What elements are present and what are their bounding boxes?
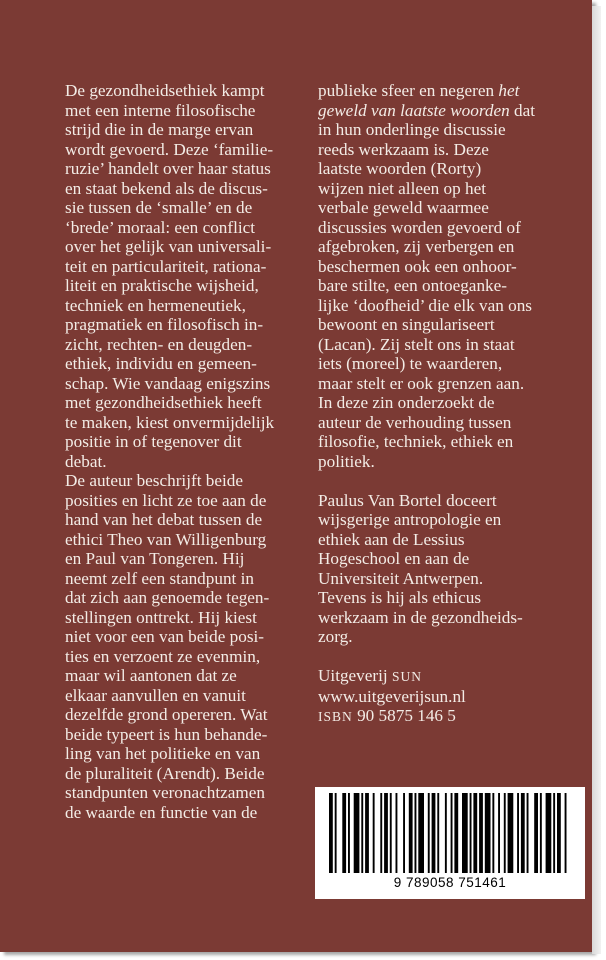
barcode-bar — [565, 793, 567, 873]
barcode — [315, 787, 585, 899]
barcode-bar — [504, 793, 506, 873]
barcode-digits: 9 789058 751461 — [393, 875, 507, 890]
blurb-paragraph-3 — [318, 81, 568, 393]
isbn-label: ISBN — [318, 709, 353, 724]
left-text-column — [65, 81, 305, 822]
page-edge — [592, 6, 601, 954]
blurb-paragraph-4: In deze zin onderzoekt de auteur de verhouding tussen filosofie, techniek, ethiek en politiek. — [318, 393, 514, 471]
barcode-bar — [473, 793, 477, 873]
barcode-bar — [348, 793, 350, 873]
barcode-bar — [546, 793, 552, 873]
barcode-bar — [553, 793, 555, 873]
barcode-bar — [470, 793, 472, 873]
author-bio: Paulus Van Bortel doceert wijsgerige antropologie en ethiek aan de Lessius Hogeschool en aan de Universiteit Antwerpen. Tevens is hij als ethicus werkzaam in de gezondheids- zorg. — [318, 490, 523, 646]
publisher-label: Uitgeverij — [318, 666, 388, 685]
italic-phrase: het geweld van laatste woorden — [318, 81, 520, 120]
barcode-bar — [396, 793, 398, 873]
barcode-bar — [361, 793, 363, 873]
barcode-bar — [508, 793, 514, 873]
barcode-bar — [517, 793, 519, 873]
barcode-bar — [432, 793, 436, 873]
barcode-bar — [437, 793, 439, 873]
publisher-website: www.uitgeverijsun.nl — [318, 686, 466, 706]
barcode-bar — [390, 793, 392, 873]
publisher-name: SUN — [391, 669, 422, 684]
barcode-bar — [498, 793, 500, 873]
barcode-bar — [540, 793, 542, 873]
blurb-text: publieke sfeer en negeren — [318, 81, 499, 100]
barcode-bar — [534, 793, 538, 873]
isbn-number: 90 5875 146 5 — [357, 706, 456, 725]
barcode-bar — [492, 793, 494, 873]
barcode-bar — [479, 793, 483, 873]
barcode-bar — [428, 793, 430, 873]
barcode-bar — [527, 793, 529, 873]
barcode-bar — [354, 793, 360, 873]
barcode-bar — [415, 793, 417, 873]
blurb-paragraph-2: De auteur beschrijft beide posities en licht ze toe aan de hand van het debat tussen de ethici Theo van Willigenburg en Paul van Tongeren. Hij neemt zelf een standpunt in dat zich aan genoemde tegen- stellingen onttrekt. Hij kiest niet voor een van beide posi- ties en verzoent ze evenmin, maar wil aantonen dat ze elkaar aanvullen en vanuit dezelfde grond opereren. Wat beide typeert is hun behande- ling van het politieke en van de pluraliteit (Arendt). Beide standpunten veronachtzamen de waarde en functie van de — [65, 471, 270, 822]
barcode-bar — [557, 793, 561, 873]
barcode-bar — [403, 793, 405, 873]
barcode-bar — [409, 793, 413, 873]
barcode-bar — [485, 793, 491, 873]
barcode-bar — [365, 793, 369, 873]
barcode-bar — [445, 793, 447, 873]
barcode-bar — [418, 793, 424, 873]
blurb-text-continued: dat in hun onderlinge discussie reeds werkzaam is. Deze laatste woorden (Rorty) wijzen niet alleen op het verbale geweld waarmee discussies worden gevoerd of afgebroken, zij verbergen en beschermen ook een onhoor- bare stilte, een ontoeganke- lijke ‘doofheid’ die elk van ons bewoont en singulariseert (Lacan). Zij stelt ons in staat iets (moreel) te waarderen, maar stelt er ook grenzen aan. — [318, 100, 536, 393]
barcode-bar — [521, 793, 525, 873]
blurb-paragraph-1: De gezondheidsethiek kampt met een interne filosofische strijd die in de marge ervan wordt gevoerd. Deze ‘familie- ruzie’ handelt over haar status en staat bekend als de discus- sie tussen de ‘smalle’ en de ‘brede’ moraal: een conflict over het gelijk van universali- teit en particulariteit, rationa- liteit en praktische wijsheid, techniek en hermeneutiek, pragmatiek en filosofisch in- zicht, rechten- en deugden- ethiek, individu en gemeen- schap. Wie vandaag enigszins met gezondheidsethiek heeft te maken, kiest onvermijdelijk positie in of tegenover dit debat. — [65, 81, 275, 471]
barcode-bars — [329, 793, 571, 877]
barcode-bar — [380, 793, 382, 873]
barcode-bar — [462, 793, 468, 873]
barcode-bar — [329, 793, 333, 873]
right-text-column — [318, 81, 568, 727]
barcode-bar — [342, 793, 346, 873]
publisher-info — [318, 666, 568, 727]
barcode-bar — [454, 793, 458, 873]
barcode-bar — [335, 793, 337, 873]
barcode-bar — [384, 793, 388, 873]
barcode-bar — [451, 793, 453, 873]
barcode-bar — [373, 793, 375, 873]
